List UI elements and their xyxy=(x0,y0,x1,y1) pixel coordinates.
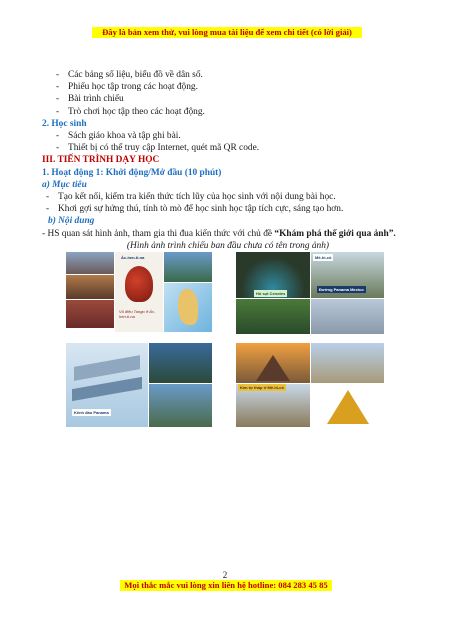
bridge-photo xyxy=(311,252,384,298)
pyramid-shape xyxy=(256,355,290,381)
panama-collage xyxy=(66,343,212,427)
highway-photo xyxy=(311,299,384,334)
list-item: - Tạo kết nối, kiểm tra kiến thức tích lũy của học sinh với nội dung bài học. xyxy=(46,192,336,203)
hotline-banner: Mọi thắc mắc vui lòng xin liên hệ hotline: 084 283 45 85 xyxy=(120,580,332,591)
list-item: - Khơi gợi sự hứng thú, tính tò mò để học sinh học tập tích cực, sáng tạo hơn. xyxy=(46,204,344,215)
content-heading: b) Nội dung xyxy=(48,216,95,227)
panama-canal-label: Kênh đào Panama xyxy=(74,410,109,415)
cenote-photo xyxy=(236,252,310,298)
festival-photo xyxy=(66,275,114,299)
maya-label: Kim tự tháp ở Mê-hi-cô xyxy=(240,385,284,390)
landscape-photo xyxy=(164,252,212,282)
content-paragraph: - HS quan sát hình ảnh, tham gia thi đua kiến thức với chủ đề “Khám phá thế giới qua ảnh”. xyxy=(42,228,396,239)
goal-heading: a) Mục tiêu xyxy=(42,179,87,190)
canal-diagram xyxy=(66,343,148,427)
map-image xyxy=(164,283,212,332)
list-item: - Các bảng số liệu, biểu đồ về dân số. xyxy=(56,70,203,80)
pyramid-sunset-photo xyxy=(236,343,310,383)
teacher-materials-list xyxy=(42,69,414,252)
page-number: 2 xyxy=(222,570,228,580)
list-item: - Thiết bị có thể truy cập Internet, quét mã QR code. xyxy=(56,143,260,154)
section3-heading: III. TIẾN TRÌNH DẠY HỌC xyxy=(42,155,160,166)
cenotes-label: Hố sụt Cenotes xyxy=(256,291,286,296)
tango-illustration xyxy=(115,252,163,332)
city-photo xyxy=(66,252,114,274)
canal-aerial-photo xyxy=(149,343,212,383)
list-item: - Bài trình chiếu xyxy=(56,94,124,105)
golden-pyramid-shape xyxy=(327,390,369,424)
crowd-photo xyxy=(66,300,114,328)
argentina-collage xyxy=(66,252,212,334)
argentina-label: Ác-hen-ti-na xyxy=(121,255,145,260)
temple-photo xyxy=(311,343,384,383)
list-item: - Sách giáo khoa và tập ghi bài. xyxy=(56,131,181,142)
panama-road-label: Đường Panama Mexico xyxy=(319,287,364,292)
canal-ship-photo xyxy=(149,384,212,427)
student-heading: 2. Học sinh xyxy=(42,118,87,129)
map-shape xyxy=(178,289,198,325)
tango-label: Vũ điệu Tango ở Ác-hen-ti-na xyxy=(119,309,156,319)
maya-collage xyxy=(236,343,384,427)
ship-shape xyxy=(74,355,140,381)
list-item: - Phiếu học tập trong các hoạt động. xyxy=(56,82,198,93)
preview-banner: Đây là bản xem thử, vui lòng mua tài liệu để xem chi tiết (có lời giải) xyxy=(92,27,362,38)
forest-photo xyxy=(236,299,310,334)
mexico-label: Mê-hi-cô xyxy=(315,255,332,260)
dancer-figure xyxy=(125,266,153,302)
image-caption: (Hình ảnh trình chiếu ban đầu chưa có tên trong ảnh) xyxy=(126,240,330,251)
ruins-photo xyxy=(236,384,310,427)
list-item: - Trò chơi học tập theo các hoạt động. xyxy=(56,106,205,117)
activity1-heading: 1. Hoạt động 1: Khởi động/Mở đầu (10 phút) xyxy=(42,167,222,178)
lock-shape xyxy=(72,377,142,401)
mexico-collage xyxy=(236,252,384,334)
golden-pyramid-illustration xyxy=(311,384,384,427)
